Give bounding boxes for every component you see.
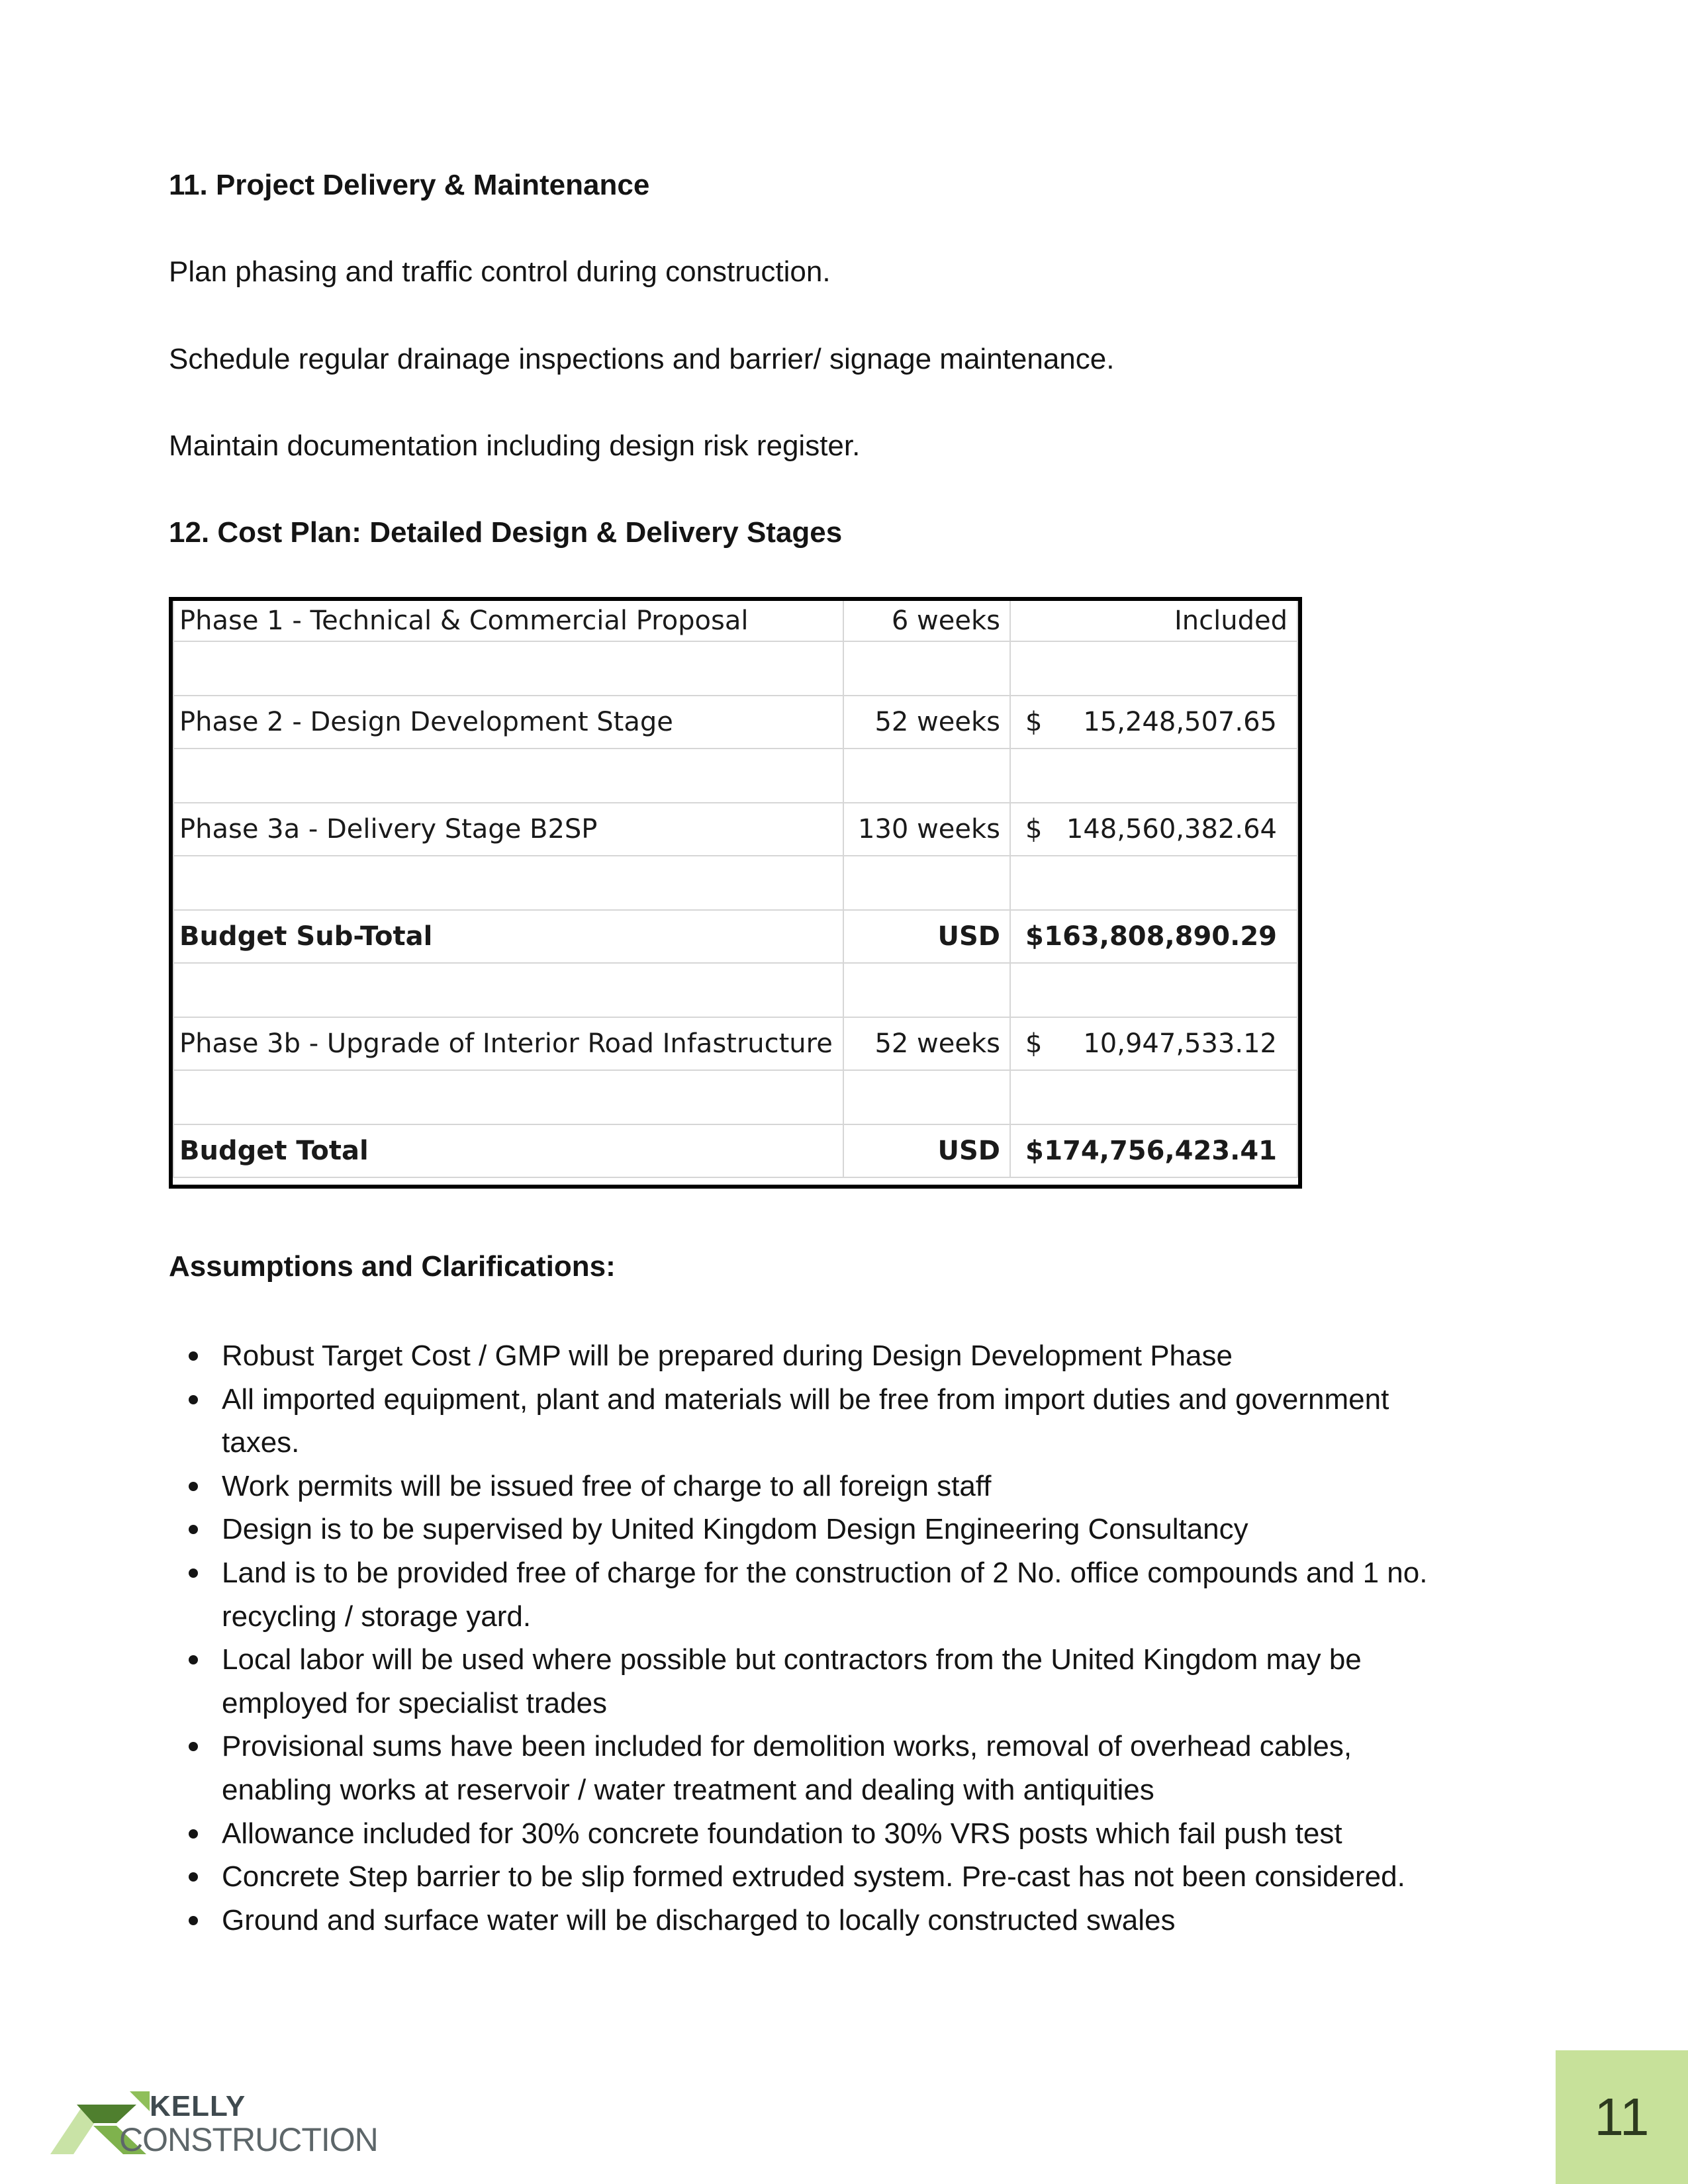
delivery-paragraph-2: Schedule regular drainage inspections and barrier/ signage maintenance. [169,343,1115,375]
list-item: Design is to be supervised by United Kingdom Design Engineering Consultancy [169,1508,1526,1551]
page-number-tab [1556,2050,1688,2184]
table-row [173,803,1297,856]
currency-symbol: $ [1025,1028,1043,1059]
list-item: All imported equipment, plant and materials will be free from import duties and government [169,1378,1526,1422]
table-spacer-row [173,963,1297,1017]
row-duration: 52 weeks [843,696,1010,749]
list-item: Ground and surface water will be discharged to locally constructed swales [169,1899,1526,1942]
bullet-icon [189,1525,198,1534]
delivery-paragraph-1: Plan phasing and traffic control during construction. [169,255,831,288]
section-12-heading: 12. Cost Plan: Detailed Design & Delivery Stages [169,516,843,549]
bullet-icon [189,1655,198,1664]
table-row [173,696,1297,749]
table-row [173,1017,1297,1070]
list-item-continuation: taxes. [222,1426,300,1459]
amount-value: Included [1174,606,1288,636]
row-amount [1010,910,1297,963]
bullet-icon [189,1829,198,1839]
row-amount [1010,1124,1297,1177]
list-item: Provisional sums have been included for demolition works, removal of overhead cables, [169,1725,1526,1768]
bullet-icon [189,1351,198,1361]
list-item: Allowance included for 30% concrete foundation to 30% VRS posts which fail push test [169,1812,1526,1856]
list-item: Concrete Step barrier to be slip formed extruded system. Pre-cast has not been considered. [169,1855,1526,1899]
assumptions-heading: Assumptions and Clarifications: [169,1250,616,1283]
table-row-subtotal [173,910,1297,963]
table-spacer-row [173,749,1297,803]
list-item: Robust Target Cost / GMP will be prepared during Design Development Phase [169,1334,1526,1378]
bullet-icon [189,1482,198,1491]
amount-value: 163,808,890.29 [1044,921,1277,952]
list-item-continuation: employed for specialist trades [222,1686,608,1719]
amount-value: 148,560,382.64 [1066,814,1277,844]
row-duration: USD [843,1124,1010,1177]
row-label: Phase 3b - Upgrade of Interior Road Infastructure [173,1017,843,1070]
amount-value: 10,947,533.12 [1083,1028,1277,1059]
delivery-paragraph-3: Maintain documentation including design risk register. [169,430,861,462]
assumptions-list [169,1334,1526,1942]
row-amount [1010,1017,1297,1070]
row-label: Phase 1 - Technical & Commercial Proposal [173,601,843,641]
table-spacer-row [173,1070,1297,1124]
row-label: Phase 3a - Delivery Stage B2SP [173,803,843,856]
cost-plan-table [169,597,1302,1189]
list-item: Local labor will be used where possible but contractors from the United Kingdom may be [169,1638,1526,1682]
row-amount [1010,601,1297,641]
list-item: Land is to be provided free of charge for the construction of 2 No. office compounds and 1 no. [169,1551,1526,1595]
amount-value: 174,756,423.41 [1044,1136,1277,1166]
row-amount [1010,803,1297,856]
amount-value: 15,248,507.65 [1083,707,1277,737]
currency-symbol: $ [1025,814,1043,844]
row-duration: 130 weeks [843,803,1010,856]
bullet-icon [189,1395,198,1404]
currency-symbol: $ [1025,1136,1044,1166]
logo-text-kelly: KELLY [150,2090,246,2122]
row-duration: USD [843,910,1010,963]
row-label: Phase 2 - Design Development Stage [173,696,843,749]
list-item-continuation: enabling works at reservoir / water treatment and dealing with antiquities [222,1773,1154,1806]
table-spacer-row [173,856,1297,910]
section-11-heading: 11. Project Delivery & Maintenance [169,169,650,201]
row-label: Budget Total [173,1124,843,1177]
table-row-total [173,1124,1297,1177]
table-spacer-row [173,641,1297,696]
bullet-icon [189,1872,198,1882]
currency-symbol: $ [1025,707,1043,737]
row-label: Budget Sub-Total [173,910,843,963]
logo-text-construction: CONSTRUCTION [119,2121,378,2158]
table-row [173,601,1297,641]
kelly-construction-logo [30,2085,378,2158]
list-item-continuation: recycling / storage yard. [222,1600,532,1633]
row-duration: 6 weeks [843,601,1010,641]
row-amount [1010,696,1297,749]
list-item: Work permits will be issued free of charge to all foreign staff [169,1465,1526,1508]
bullet-icon [189,1742,198,1751]
bullet-icon [189,1569,198,1578]
bullet-icon [189,1916,198,1925]
page-number: 11 [1594,2087,1650,2146]
row-duration: 52 weeks [843,1017,1010,1070]
currency-symbol: $ [1025,921,1044,952]
